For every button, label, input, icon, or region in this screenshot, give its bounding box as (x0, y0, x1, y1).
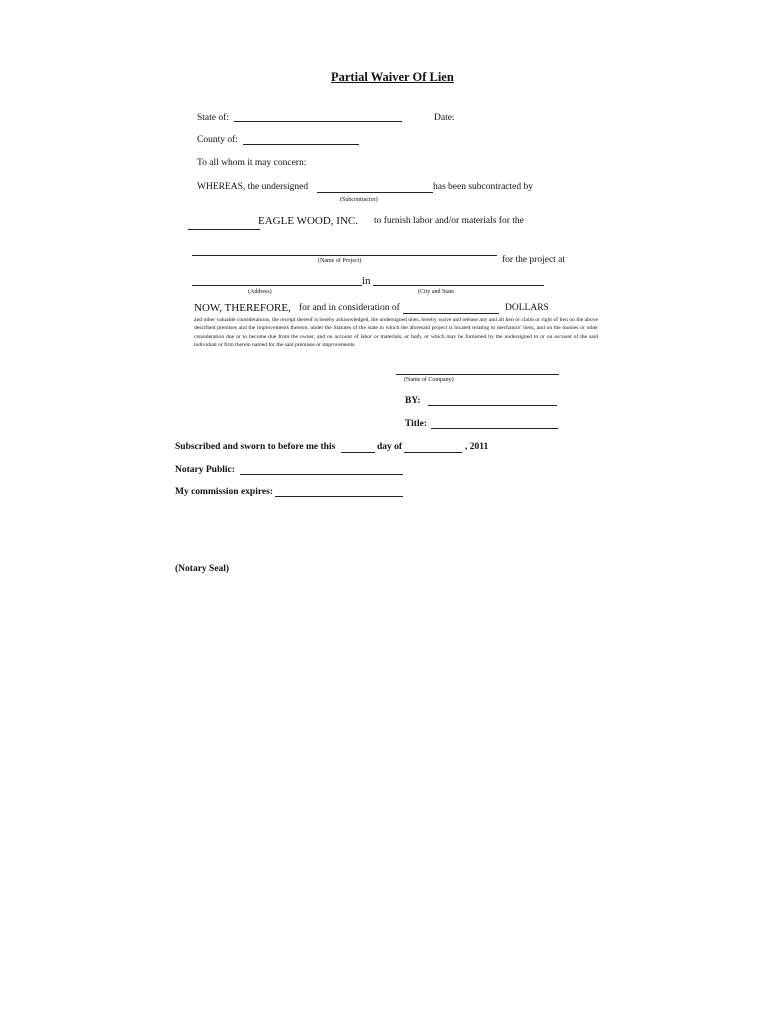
waiver-body-text: and other valuable considerations, the receipt thereof is hereby acknowledged, the undersigned does, hereby waive and release any and all lien or claim or right of lien on the above described premises and the improvements thereon, under the Statutes of the state in which the aforesaid project is located relating to mechanics' liens, and on the monies or other consideration due or to become due from the owner, and on account of labor or materials, or both, or which may be furnished by the undersigned to or on account of the said individual or firm therein named for the said premises or improvements. (194, 317, 598, 349)
by-field[interactable] (428, 405, 557, 406)
subscribed-label: Subscribed and sworn to before me this (175, 442, 336, 452)
day-of-label: day of (377, 442, 403, 452)
city-state-field[interactable] (373, 285, 544, 286)
date-label: Date: (434, 113, 455, 123)
notary-seal-label: (Notary Seal) (175, 564, 230, 574)
eagle-prefix-field[interactable] (188, 229, 260, 230)
document-title: Partial Waiver Of Lien (331, 70, 454, 84)
address-caption: (Address) (248, 289, 272, 295)
county-of-field[interactable] (243, 144, 359, 145)
company-name: EAGLE WOOD, INC. (258, 215, 359, 227)
in-label: in (362, 275, 371, 287)
dollars-field[interactable] (403, 313, 499, 314)
company-name-caption: (Name of Company) (404, 377, 454, 383)
subcontractor-caption: (Subcontractor) (340, 197, 378, 203)
notary-public-field[interactable] (240, 474, 403, 475)
subcontracted-by-label: has been subcontracted by (433, 182, 533, 192)
commission-expires-field[interactable] (275, 496, 403, 497)
city-state-caption: (City and State (418, 289, 454, 295)
subscribed-day-field[interactable] (341, 452, 375, 453)
dollars-label: DOLLARS (505, 303, 549, 313)
furnish-label: to furnish labor and/or materials for the (374, 216, 524, 226)
project-name-field[interactable] (192, 255, 497, 256)
salutation: To all whom it may concern: (197, 158, 307, 168)
notary-public-label: Notary Public: (175, 465, 235, 475)
address-field[interactable] (192, 285, 362, 286)
now-therefore-label: NOW, THEREFORE, (194, 302, 291, 314)
commission-expires-label: My commission expires: (175, 487, 273, 497)
subcontractor-field[interactable] (317, 192, 433, 193)
project-name-caption: (Name of Project) (318, 258, 362, 264)
whereas-label: WHEREAS, the undersigned (197, 182, 309, 192)
year-label: , 2011 (465, 442, 489, 452)
state-of-label: State of: (197, 113, 229, 123)
title-field[interactable] (431, 428, 558, 429)
project-at-label: for the project at (502, 255, 566, 265)
consideration-label: for and in consideration of (299, 303, 400, 313)
title-label: Title: (405, 419, 427, 429)
state-of-field[interactable] (234, 121, 402, 122)
company-name-field[interactable] (396, 374, 559, 375)
month-field[interactable] (404, 452, 462, 453)
by-label: BY: (405, 396, 421, 406)
county-of-label: County of: (197, 135, 238, 145)
